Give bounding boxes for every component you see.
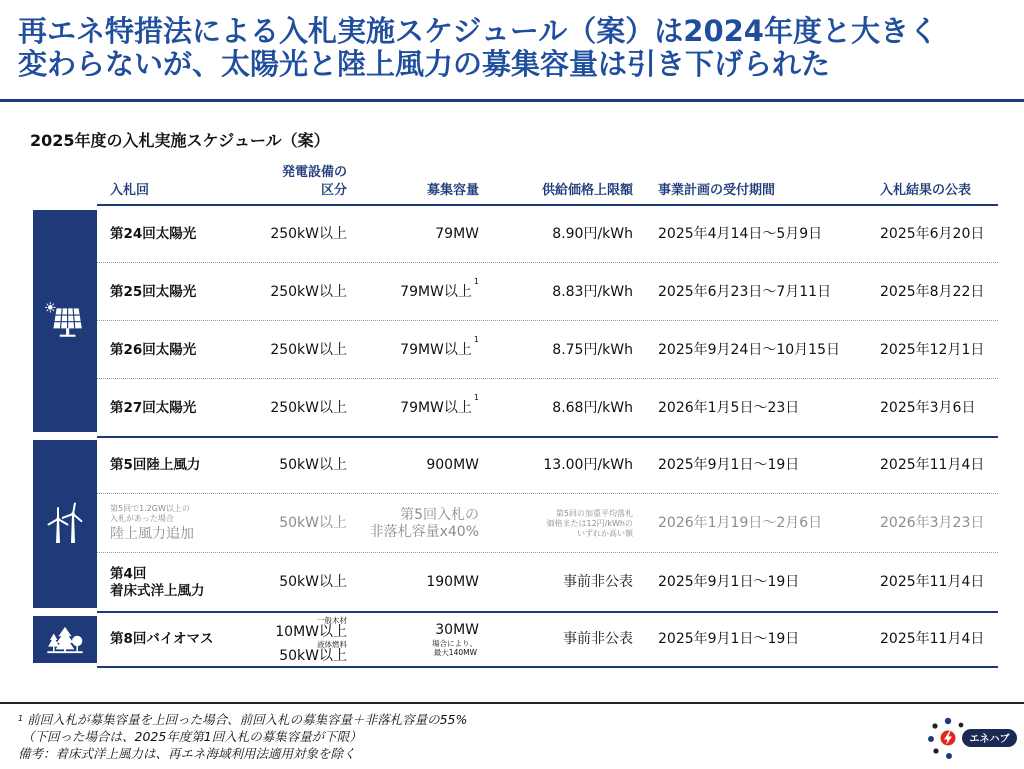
facility-category: 250kW以上 — [270, 341, 347, 358]
capacity-value: 79MW以上 — [400, 399, 472, 416]
application-period-value: 2025年9月1日〜19日 — [658, 457, 800, 473]
capacity-cell — [355, 437, 479, 494]
page-title-line2: 変わらないが、太陽光と陸上風力の募集容量は引き下げられた — [18, 47, 831, 81]
table-row — [0, 205, 1024, 263]
price-cap-value: 8.90円/kWh — [552, 225, 633, 242]
price-cap-cell — [487, 553, 633, 612]
category-cell — [215, 321, 347, 379]
round-cell — [110, 494, 194, 553]
capacity-value-group — [400, 334, 479, 359]
footnote-marker: 1 — [473, 392, 479, 402]
application-period-value: 2025年4月14日〜5月9日 — [658, 225, 823, 242]
capacity-value: 30MW — [435, 622, 479, 638]
price-cap-value: 8.68円/kWh — [552, 399, 633, 416]
application-period-cell — [658, 379, 799, 437]
enehub-logo-icon — [925, 712, 1020, 762]
result-announcement-value: 2025年6月20日 — [880, 225, 985, 242]
round-name: 第26回太陽光 — [110, 341, 197, 358]
title-divider — [0, 99, 1024, 102]
application-period-cell — [658, 612, 799, 667]
capacity-note-line2: 最大140MW — [433, 648, 477, 657]
price-cap-cell — [487, 437, 633, 494]
table-row — [0, 553, 1024, 612]
round-cell — [110, 437, 200, 494]
round-cell — [110, 612, 214, 667]
application-period-value: 2026年1月5日〜23日 — [658, 399, 800, 416]
capacity-value-group — [400, 392, 479, 417]
price-cap-cell — [487, 263, 633, 321]
price-cap-cell — [487, 205, 633, 263]
table-row — [0, 612, 1024, 667]
logo-text: エネハブ — [969, 734, 1010, 745]
round-name: 陸上風力追加 — [110, 526, 194, 542]
round-name: 第24回太陽光 — [110, 225, 197, 242]
capacity-cell — [355, 321, 479, 379]
application-period-cell — [658, 321, 840, 379]
category-cell — [215, 612, 347, 667]
result-announcement-cell — [880, 494, 984, 553]
capacity-cell — [355, 612, 479, 667]
capacity-line1: 第5回入札の — [400, 506, 479, 523]
round-condition-line1: 第5回で1.2GW以上の — [110, 504, 190, 513]
application-period-value: 2025年9月1日〜19日 — [658, 631, 800, 647]
price-cap-cell — [487, 612, 633, 667]
category-cell — [215, 205, 347, 263]
application-period-cell — [658, 437, 799, 494]
category-label: 一般木材 — [317, 615, 347, 625]
price-cap-value: 事前非公表 — [563, 631, 633, 647]
facility-category: 50kW以上 — [279, 647, 347, 664]
capacity-value: 79MW以上 — [400, 341, 472, 358]
column-header-price-cap: 供給価格上限額 — [541, 183, 633, 198]
capacity-value-group — [400, 276, 479, 301]
facility-category: 250kW以上 — [270, 225, 347, 242]
price-cap-cell — [487, 321, 633, 379]
application-period-value: 2025年9月24日〜10月15日 — [658, 341, 840, 358]
result-announcement-value: 2026年3月23日 — [880, 515, 985, 531]
capacity-value: 79MW — [435, 225, 479, 242]
round-cell — [110, 379, 196, 437]
round-name: 第5回陸上風力 — [110, 457, 201, 473]
result-announcement-value: 2025年11月4日 — [880, 631, 985, 647]
result-announcement-value: 2025年3月6日 — [880, 399, 976, 416]
facility-category: 50kW以上 — [279, 457, 347, 473]
column-header-result-announcement: 入札結果の公表 — [880, 183, 972, 198]
footnote-text: 前回入札が募集容量を上回った場合、前回入札の募集容量＋非落札容量の55% — [27, 712, 468, 727]
result-announcement-cell — [880, 437, 984, 494]
round-name-line2: 着床式洋上風力 — [110, 582, 205, 599]
result-announcement-value: 2025年8月22日 — [880, 283, 985, 300]
application-period-value: 2025年6月23日〜7月11日 — [658, 283, 832, 300]
result-announcement-cell — [880, 612, 984, 667]
capacity-note-line1: 場合により、 — [432, 639, 477, 648]
application-period-cell — [658, 553, 799, 612]
capacity-cell — [355, 263, 479, 321]
capacity-value: 79MW以上 — [400, 283, 472, 300]
page-title-line1: 再エネ特措法による入札実施スケジュール（案）は2024年度と大きく — [18, 14, 938, 48]
capacity-line2: 非落札容量x40% — [369, 523, 479, 540]
application-period-cell — [658, 205, 822, 263]
price-cap-line2: 価格または12円/kWhの — [546, 518, 633, 528]
table-title: 2025年度の入札実施スケジュール（案） — [30, 131, 330, 150]
result-announcement-value: 2025年12月1日 — [880, 341, 985, 358]
category-cell — [215, 263, 347, 321]
result-announcement-value: 2025年11月4日 — [880, 457, 985, 473]
price-cap-value: 8.75円/kWh — [552, 341, 633, 358]
round-cell — [110, 263, 196, 321]
footnote-marker: 1 — [473, 276, 479, 286]
facility-category: 250kW以上 — [270, 283, 347, 300]
result-announcement-cell — [880, 321, 984, 379]
round-name: 第8回バイオマス — [110, 631, 214, 647]
footnote-marker: 1 — [18, 714, 24, 723]
capacity-cell — [355, 379, 479, 437]
round-name: 第27回太陽光 — [110, 399, 197, 416]
table-row — [0, 379, 1024, 437]
application-period-cell — [658, 263, 831, 321]
facility-category: 50kW以上 — [279, 515, 347, 531]
column-header-round: 入札回 — [110, 183, 150, 198]
footer-divider — [0, 702, 1024, 704]
application-period-cell — [658, 494, 822, 553]
capacity-value: 190MW — [426, 574, 479, 590]
column-header-category-line1: 発電設備の — [281, 165, 347, 180]
table-row — [0, 321, 1024, 379]
footnote-marker: 1 — [473, 334, 479, 344]
round-cell — [110, 205, 196, 263]
table-row — [0, 494, 1024, 553]
column-header-capacity: 募集容量 — [426, 183, 479, 198]
round-name-line1: 第4回 — [110, 565, 147, 582]
round-cell — [110, 321, 196, 379]
category-cell — [215, 553, 347, 612]
round-condition-line2: 入札があった場合 — [110, 514, 174, 523]
round-name: 第25回太陽光 — [110, 283, 197, 300]
facility-category: 250kW以上 — [270, 399, 347, 416]
result-announcement-cell — [880, 553, 984, 612]
facility-category: 50kW以上 — [279, 574, 347, 590]
capacity-cell — [355, 494, 479, 553]
application-period-value: 2026年1月19日〜2月6日 — [658, 515, 823, 531]
price-cap-value: 事前非公表 — [563, 574, 633, 590]
price-cap-value: 13.00円/kWh — [543, 457, 633, 473]
column-header-category — [215, 164, 347, 200]
category-cell — [215, 437, 347, 494]
result-announcement-cell — [880, 379, 975, 437]
category-label: 液体燃料 — [317, 639, 347, 649]
category-cell — [215, 379, 347, 437]
price-cap-line1: 第5回の加重平均落札 — [555, 508, 633, 518]
result-announcement-cell — [880, 205, 984, 263]
footnote-line — [18, 711, 467, 728]
facility-category: 10MW以上 — [275, 623, 347, 640]
table-row — [0, 263, 1024, 321]
result-announcement-cell — [880, 263, 984, 321]
price-cap-cell — [487, 494, 633, 553]
column-header-application-period: 事業計画の受付期間 — [658, 183, 776, 198]
price-cap-cell — [487, 379, 633, 437]
page-title — [18, 15, 938, 81]
column-header-category-line2: 区分 — [320, 183, 347, 198]
table-row — [0, 437, 1024, 494]
capacity-cell — [355, 553, 479, 612]
result-announcement-value: 2025年11月4日 — [880, 574, 985, 590]
footnote-text-continued: （下回った場合は、2025年度第1回入札の募集容量が下限） — [22, 729, 362, 744]
price-cap-value: 8.83円/kWh — [552, 283, 633, 300]
capacity-cell — [355, 205, 479, 263]
price-cap-line3: いずれか高い額 — [577, 528, 633, 538]
remarks-text: 備考：着床式洋上風力は、再エネ海域利用法適用対象を除く — [18, 746, 356, 761]
capacity-value: 900MW — [426, 457, 479, 473]
category-cell — [215, 494, 347, 553]
round-cell — [110, 553, 205, 612]
application-period-value: 2025年9月1日〜19日 — [658, 574, 800, 590]
